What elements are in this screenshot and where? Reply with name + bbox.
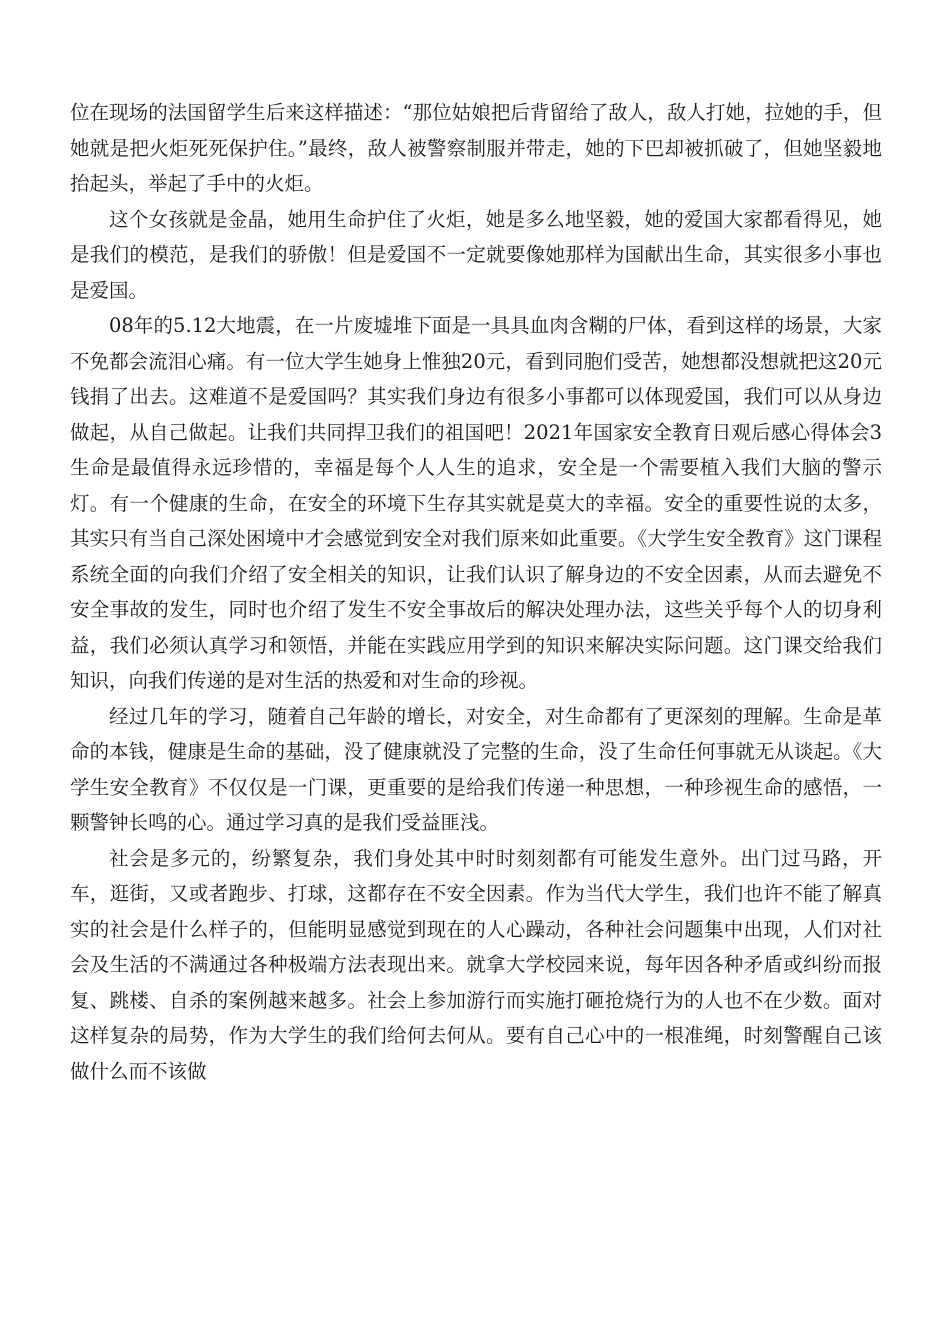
paragraph-3: 08年的5.12大地震，在一片废墟堆下面是一具具血肉含糊的尸体，看到这样的场景，大家不免都会流泪心痛。有一位大学生她身上惟独20元，看到同胞们受苦，她想都没想就把这20元钱捐了出去。这难道不是爱国吗？其实我们身边有很多小事都可以体现爱国，我们可以从身边做起，从自己做起。让我们共同捍卫我们的祖国吧！2021年国家安全教育日观后感心得体会3 生命是最值得永远珍惜的，幸福是每个人人生的追求，安全是一个需要植入我们大脑的警示灯。有一个健康的生命，在安全的环境下生存其实就是莫大的幸福。安全的重要性说的太多，其实只有当自己深处困境中才会感觉到安全对我们原来如此重要。《大学生安全教育》这门课程系统全面的向我们介绍了安全相关的知识，让我们认识了解身边的不安全因素，从而去避免不安全事故的发生，同时也介绍了发生不安全事故后的解决处理办法，这些关乎每个人的切身利益，我们必须认真学习和领悟，并能在实践应用学到的知识来解决实际问题。这门课交给我们知识，向我们传递的是对生活的热爱和对生命的珍视。: [70, 314, 882, 692]
paragraph-2: 这个女孩就是金晶，她用生命护住了火炬，她是多么地坚毅，她的爱国大家都看得见，她是我们的模范，是我们的骄傲！但是爱国不一定就要像她那样为国献出生命，其实很多小事也是爱国。: [70, 207, 882, 302]
document-body: [70, 95, 882, 1089]
paragraph-4: 经过几年的学习，随着自己年龄的增长，对安全，对生命都有了更深刻的理解。生命是革命的本钱，健康是生命的基础，没了健康就没了完整的生命，没了生命任何事就无从谈起。《大学生安全教育》不仅仅是一门课，更重要的是给我们传递一种思想，一种珍视生命的感悟，一颗警钟长鸣的心。通过学习真的是我们受益匪浅。: [70, 704, 882, 834]
paragraph-1: 位在现场的法国留学生后来这样描述：“那位姑娘把后背留给了敌人，敌人打她，拉她的手，但她就是把火炬死死保护住。”最终，敌人被警察制服并带走，她的下巴却被抓破了，但她坚毅地抬起头，举起了手中的火炬。: [70, 101, 882, 195]
paragraph-5: 社会是多元的，纷繁复杂，我们身处其中时时刻刻都有可能发生意外。出门过马路，开车，逛街，又或者跑步、打球，这都存在不安全因素。作为当代大学生，我们也许不能了解真实的社会是什么样子的，但能明显感觉到现在的人心躁动，各种社会问题集中出现，人们对社会及生活的不满通过各种极端方法表现出来。就拿大学校园来说，每年因各种矛盾或纠纷而报复、跳楼、自杀的案例越来越多。社会上参加游行而实施打砸抢烧行为的人也不在少数。面对这样复杂的局势，作为大学生的我们给何去何从。要有自己心中的一根准绳，时刻警醒自己该做什么而不该做: [70, 846, 882, 1083]
